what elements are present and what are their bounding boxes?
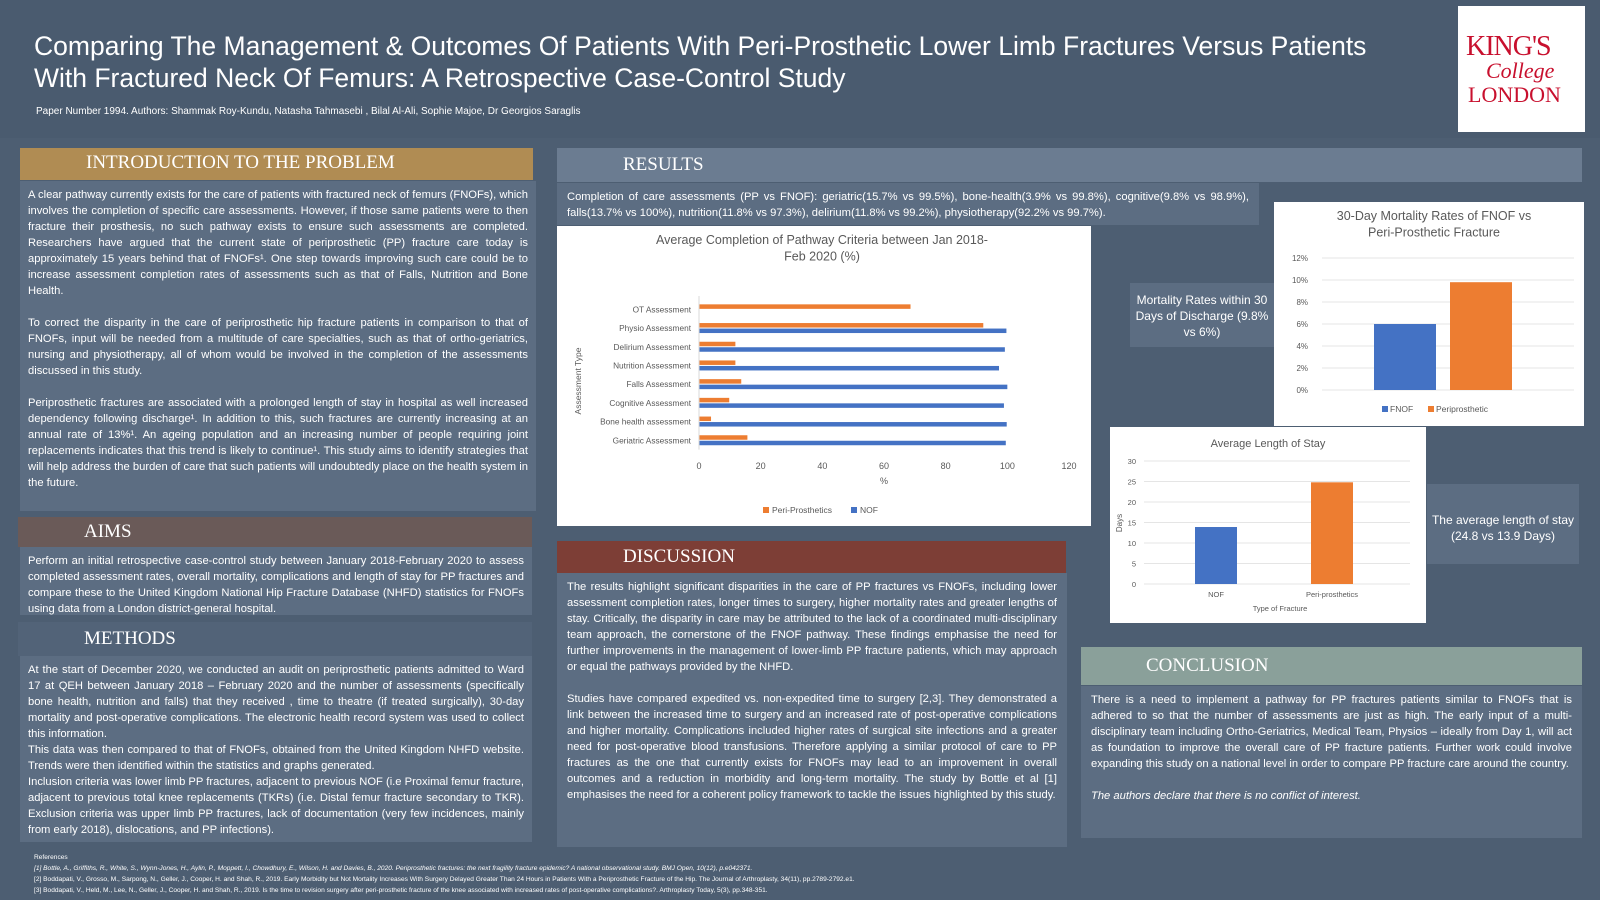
chart3-bar-nof: [1195, 527, 1237, 584]
chart1-category-label: Physio Assessment: [619, 323, 691, 334]
authors: Paper Number 1994. Authors: Shammak Roy-Kundu, Natasha Tahmasebi , Bilal Al-Ali, Sophie Majoe, Dr Georgios Saraglis: [36, 106, 581, 117]
discussion-paragraph-1: The results highlight significant disparities in the care of PP fractures vs FNOFs, including lower assessment completion rates, longer times to surgery, higher mortality rates and greater lengths of stay. Critically, the disparity in care may be attributed to the lack of a coordinated multi-disciplinary team approach, the cornerstone of the FNOF pathway. These findings emphasise the need for further improvements in the management of lower-limb PP fracture patients, which may approach or equal the pathways provided by the NHFD.: [567, 581, 1057, 673]
methods-paragraph-2: This data was then compared to that of FNOFs, obtained from the United Kingdom NHFD website. Trends were then identified within the statistics and graphs generated.: [28, 744, 524, 772]
intro-panel: [20, 181, 536, 511]
chart1-xlabel: %: [879, 476, 889, 486]
chart2-ytick: 2%: [1296, 364, 1308, 373]
chart1-bar-peri-prosthetics: [699, 342, 735, 347]
intro-paragraph-1: A clear pathway currently exists for the care of patients with fractured neck of femurs (FNOFs), which involves the completion of specific care assessments. However, if those same patients were to then fracture their prosthesis, no such pathway exists to ensure such assessments are completed. Researchers have argued that the current state of periprosthetic (PP) fracture care today is approximately 15 years behind that of FNOFs¹. One step towards improving such care could be to increase assessment completion rates of assessments such as that of Falls, Nutrition and Bone Health.: [28, 189, 528, 297]
chart1-category-label: Geriatric Assessment: [612, 435, 691, 446]
chart2-legend-label: FNOF: [1390, 404, 1414, 414]
chart2-bar-periprosthetic: [1450, 282, 1512, 390]
chart3-bar-peri-prosthetics: [1311, 482, 1353, 584]
discussion-paragraph-2: Studies have compared expedited vs. non-expedited time to surgery [2,3]. They demonstrated a link between the increased time to surgery and an increased rate of post-operative complications and higher mortality. Complications included higher rates of surgical site infections and a greater need for post-operative blood transfusions. Therefore applying a similar protocol of care to PP fractures as the one that currently exists for FNOFs may lead to an improvement in overall outcomes and a reduction in morbidity and long-term mortality. The study by Bottle et al [1] emphasises the need for a coherent policy framework to tackle the issues highlighted by this study.: [567, 693, 1057, 801]
chart1-bar-peri-prosthetics: [699, 304, 911, 309]
chart1-bar-nof: [699, 385, 1007, 390]
chart2-legend-label: Periprosthetic: [1436, 404, 1488, 414]
chart1-xtick: 60: [878, 461, 890, 471]
references-heading: References: [34, 854, 68, 861]
chart2-legend-swatch: [1382, 406, 1388, 412]
chart3-ytick: 25: [1127, 477, 1136, 487]
chart2-ytick: 8%: [1296, 298, 1308, 307]
chart1-legend-swatch: [763, 507, 769, 513]
mortality-callout: Mortality Rates within 30 Days of Discharge (9.8% vs 6%): [1130, 283, 1274, 347]
chart2-ytick: 10%: [1291, 276, 1308, 285]
chart3-ytick: 20: [1127, 498, 1136, 507]
los-callout: The average length of stay (24.8 vs 13.9 Days): [1427, 484, 1579, 564]
chart1-category-label: Cognitive Assessment: [609, 397, 691, 408]
conclusion-heading: CONCLUSION: [1081, 647, 1582, 685]
results-heading: RESULTS: [557, 148, 1582, 182]
methods-panel: [20, 656, 532, 842]
chart1-bar-peri-prosthetics: [699, 435, 747, 440]
chart3-ytick: 0: [1131, 580, 1136, 589]
chart3-category-label: NOF: [1208, 590, 1224, 599]
chart1-legend-label: Peri-Prosthetics: [772, 505, 832, 515]
chart1-title-line-1: Average Completion of Pathway Criteria between Jan 2018-: [656, 233, 988, 247]
logo-line-3: LONDON: [1468, 82, 1561, 107]
methods-paragraph-3: Inclusion criteria was lower limb PP fractures, adjacent to previous NOF (i.e Proximal femur fracture, adjacent to previous total knee replacements (TKRs) (i.e. Distal femur fracture secondary to TKR). Exclusion criteria was upper limb PP fractures, lack of documentation (very few incidences, mainly from early 2018), dislocations, and PP infections).: [28, 776, 524, 836]
chart1-bar-nof: [699, 422, 1007, 427]
completion-chart-box: [557, 226, 1091, 526]
methods-paragraph-1: At the start of December 2020, we conducted an audit on periprosthetic patients admitted to Ward 17 at QEH between January 2018 – February 2020 and the number of assessments (specifically bone health, nutrition and falls) that they received , time to theatre (if treated surgically), 30-day mortality and post-operative complications. The electronic health record system was used to collect this information.: [28, 664, 524, 740]
chart3-category-label: Peri-prosthetics: [1305, 590, 1359, 599]
chart2-title-line-1: 30-Day Mortality Rates of FNOF vs: [1336, 209, 1532, 223]
conclusion-panel: [1081, 686, 1582, 838]
conclusion-paragraph-1: There is a need to implement a pathway for PP fractures patients similar to FNOFs that is adhered to so that the number of assessments are just as high. The early input of a multi-disciplinary team including Ortho-Geriatrics, Medical Team, Physios – ideally from Day 1, will act as foundation to improve the overall care of PP fracture patients. Further work could involve expanding this study on a national level in order to compare PP fracture care around the country.: [1091, 694, 1572, 770]
logo-line-2: College: [1486, 58, 1555, 83]
results-panel: [557, 183, 1259, 225]
reference-2: [2] Boddapati, V., Grosso, M., Sarpong, N., Geller, J., Cooper, H. and Shah, R., 2019. Early Morbidity but Not Mortality Increases With Surgery Delayed Greater Than 24 Hours in Patients With a Periprosthetic Fracture of the Hip. The Journal of Arthroplasty, 34(11), pp.2789-2792.e1.: [34, 876, 855, 883]
mortality-chart-box: [1274, 202, 1584, 426]
chart3-ylabel: Days: [1115, 513, 1124, 533]
chart3-ytick: 5: [1131, 559, 1136, 569]
chart1-xtick: 0: [696, 461, 702, 471]
chart2-ytick: 4%: [1296, 342, 1308, 351]
chart2-ytick: 12%: [1291, 254, 1308, 263]
conclusion-paragraph-2: The authors declare that there is no conflict of interest.: [1091, 790, 1361, 802]
chart3-title: Average Length of Stay: [1210, 438, 1326, 450]
discussion-heading: DISCUSSION: [557, 541, 1066, 573]
chart2-title-line-2: Peri-Prosthetic Fracture: [1368, 225, 1500, 240]
chart1-category-label: Delirium Assessment: [613, 341, 691, 352]
intro-paragraph-3: Periprosthetic fractures are associated with a prolonged length of stay in hospital as well increased dependency following discharge¹. In addition to this, such fractures are currently increasing at an annual rate of 13%¹. An ageing population and an increasing number of people requiring joint replacements indicates that this trend is likely to continue¹. This study aims to identify strategies that will help address the burden of care that such patients will undoubtedly place on the health system in the future.: [28, 397, 528, 489]
chart2-ytick: 6%: [1296, 320, 1308, 329]
chart1-bar-nof: [699, 347, 1005, 352]
chart1-xtick: 40: [817, 461, 828, 471]
chart2-legend-swatch: [1428, 406, 1434, 412]
chart1-category-label: Nutrition Assessment: [613, 360, 691, 371]
chart1-bar-nof: [699, 441, 1006, 446]
chart1-bar-peri-prosthetics: [699, 360, 735, 365]
chart1-xtick: 80: [940, 461, 951, 471]
chart1-title-line-2: Feb 2020 (%): [784, 249, 860, 264]
discussion-panel: [557, 573, 1067, 847]
chart3-xlabel: Type of Fracture: [1252, 604, 1308, 613]
chart1-bar-peri-prosthetics: [699, 323, 983, 328]
chart3-ytick: 15: [1127, 518, 1136, 528]
los-chart-box: [1110, 427, 1426, 623]
methods-heading: METHODS: [18, 622, 532, 656]
chart1-category-label: OT Assessment: [632, 304, 691, 315]
kings-college-logo: [1458, 6, 1585, 132]
chart1-bar-peri-prosthetics: [699, 417, 711, 422]
completion-chart: [557, 226, 1091, 526]
poster-title: [34, 30, 1424, 94]
reference-1: [1] Bottle, A., Griffiths, R., White, S., Wynn-Jones, H., Aylin, P., Moppett, I., Chowdhury, E., Wilson, H. and Davies, B., 2020. Periprosthetic fractures: the next fragility fracture epidemic? A national observational study. BMJ Open, 10(12), p.e042371.: [34, 865, 753, 872]
chart1-bar-peri-prosthetics: [699, 398, 729, 403]
chart1-bar-nof: [699, 366, 999, 371]
title-line-1: Comparing The Management & Outcomes Of Patients With Peri-Prosthetic Lower Limb Fractures Versus Patients: [34, 31, 1367, 61]
intro-paragraph-2: To correct the disparity in the care of periprosthetic hip fracture patients in comparison to that of FNOFs, input will be needed from a multitude of care specialties, such as that of ortho-geriatrics, nursing and physiotherapy, all of whom would be involved in the completion of the assessments discussed in this study.: [28, 317, 528, 377]
chart1-xtick: 120: [1061, 461, 1077, 471]
mortality-chart: [1274, 202, 1584, 426]
chart1-bar-nof: [699, 329, 1006, 334]
chart1-xtick: 20: [755, 461, 766, 471]
title-line-2: With Fractured Neck Of Femurs: A Retrospective Case-Control Study: [34, 63, 846, 93]
chart2-ytick: 0%: [1296, 386, 1308, 395]
results-text: Completion of care assessments (PP vs FNOF): geriatric(15.7% vs 99.5%), bone-health(3.9% vs 99.8%), cognitive(9.8% vs 98.9%), falls(13.7% vs 100%), nutrition(11.8% vs 97.3%), delirium(11.8% vs 99.2%), physiotherapy(92.2% vs 99.7%).: [567, 191, 1249, 219]
aims-panel: [20, 547, 532, 615]
aims-text: Perform an initial retrospective case-control study between January 2018-February 2020 to assess completed assessment rates, overall mortality, complications and length of stay for PP fractures and compare these to the United Kingdom National Hip Fracture Database (NHFD) statistics for FNOFs using data from a London district-general hospital.: [28, 555, 524, 615]
chart3-ytick: 30: [1127, 457, 1136, 466]
los-chart: [1110, 427, 1426, 623]
intro-heading: INTRODUCTION TO THE PROBLEM: [20, 148, 533, 180]
chart1-legend-swatch: [851, 507, 857, 513]
logo-line-1: KING'S: [1466, 31, 1551, 62]
chart1-category-label: Falls Assessment: [626, 379, 691, 390]
references: [34, 852, 1134, 896]
chart1-legend-label: NOF: [860, 505, 878, 515]
reference-3: [3] Boddapati, V., Held, M., Lee, N., Geller, J., Cooper, H. and Shah, R., 2019. Is the time to revision surgery after peri-prosthetic fracture of the knee associated with increased rates of post-operative complications?. Arthroplasty Today, 5(3), pp.348-351.: [34, 887, 768, 894]
chart1-bar-peri-prosthetics: [699, 379, 741, 384]
chart2-bar-fnof: [1374, 324, 1436, 390]
chart1-bar-nof: [699, 403, 1004, 408]
chart1-ylabel: Assessment Type: [573, 347, 583, 415]
chart1-xtick: 100: [999, 461, 1015, 471]
chart3-ytick: 10: [1127, 539, 1136, 548]
aims-heading: AIMS: [18, 517, 532, 547]
chart1-category-label: Bone health assessment: [600, 416, 691, 427]
